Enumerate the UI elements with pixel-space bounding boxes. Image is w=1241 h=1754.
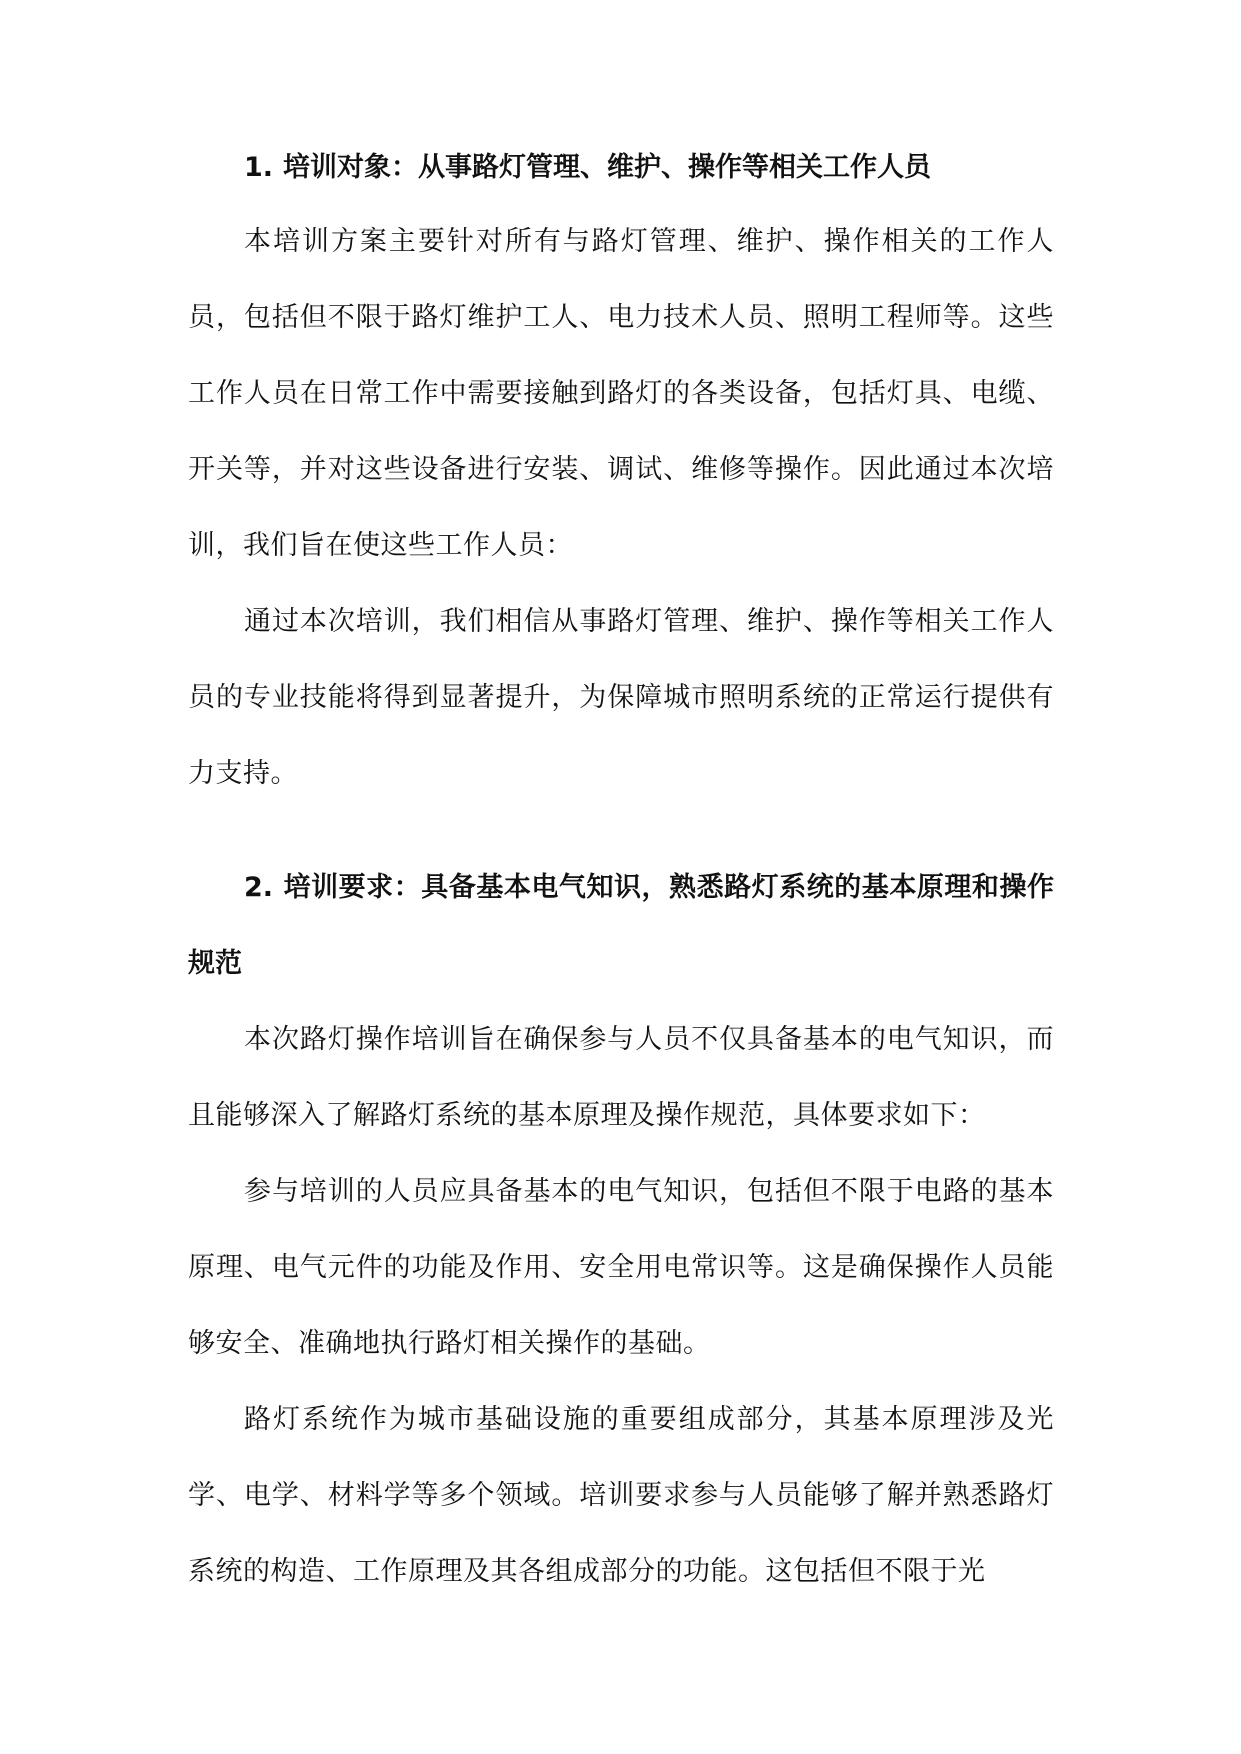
section-1-title: 培训对象：从事路灯管理、维护、操作等相关工作人员 — [283, 152, 932, 183]
section-2-paragraph-2: 参与培训的人员应具备基本的电气知识，包括但不限于电路的基本原理、电气元件的功能及作用、安全用电常识等。这是确保操作人员能够安全、准确地执行路灯相关操作的基础。 — [188, 1176, 1054, 1359]
section-2-paragraph-1: 本次路灯操作培训旨在确保参与人员不仅具备基本的电气知识，而且能够深入了解路灯系统的基本原理及操作规范，具体要求如下： — [188, 1024, 1054, 1131]
section-2-number: 2. — [244, 872, 274, 903]
section-1-paragraph-2: 通过本次培训，我们相信从事路灯管理、维护、操作等相关工作人员的专业技能将得到显著提升，为保障城市照明系统的正常运行提供有力支持。 — [188, 606, 1054, 789]
section-1-number: 1. — [244, 152, 274, 183]
section-2-title: 培训要求：具备基本电气知识，熟悉路灯系统的基本原理和操作规范 — [188, 872, 1054, 979]
section-1-paragraph-1: 本培训方案主要针对所有与路灯管理、维护、操作相关的工作人员，包括但不限于路灯维护工人、电力技术人员、照明工程师等。这些工作人员在日常工作中需要接触到路灯的各类设备，包括灯具、电缆、开关等，并对这些设备进行安装、调试、维修等操作。因此通过本次培训，我们旨在使这些工作人员： — [188, 226, 1054, 561]
section-2-paragraph-3: 路灯系统作为城市基础设施的重要组成部分，其基本原理涉及光学、电学、材料学等多个领域。培训要求参与人员能够了解并熟悉路灯系统的构造、工作原理及其各组成部分的功能。这包括但不限于光 — [188, 1404, 1054, 1587]
document-page — [188, 138, 1054, 1610]
section-1-heading — [188, 138, 1054, 198]
section-2-heading — [188, 850, 1054, 1002]
